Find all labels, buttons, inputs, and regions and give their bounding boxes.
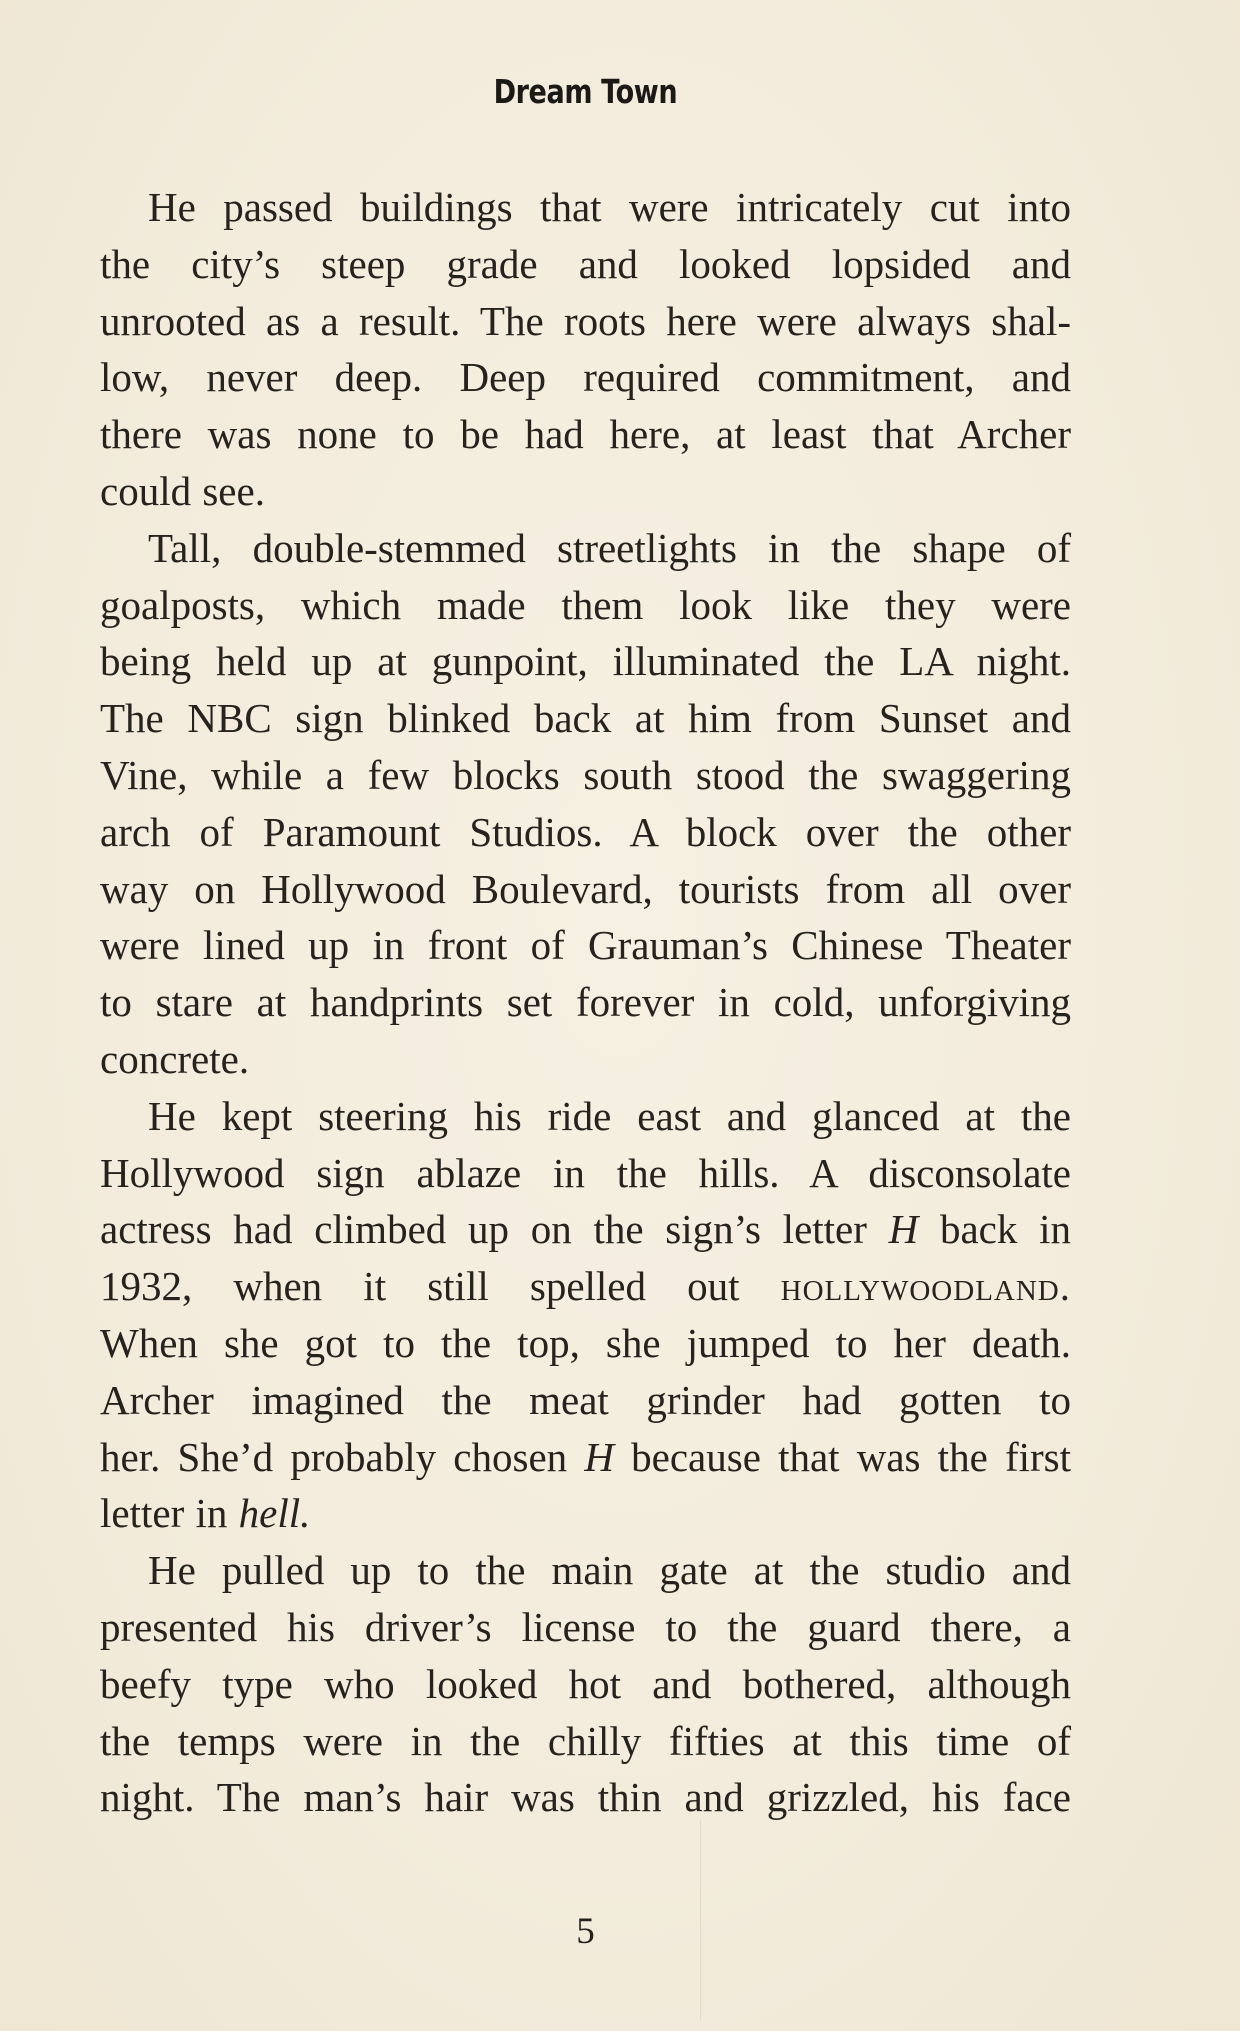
text-line: to stare at handprints set forever in cold, unforgiving [100,979,1071,1026]
text-line: way on Hollywood Boulevard, tourists from all over [100,865,1071,912]
text-line: night. The man’s hair was thin and grizzled, his face [100,1774,1071,1821]
text-line: unrooted as a result. The roots here were always shal- [100,297,1071,344]
text-run: 1932, when it still spelled out [100,1263,781,1310]
text-run: actress had climbed up on the sign’s letter [100,1206,889,1253]
paragraph-4 [100,1542,1071,1826]
text-line: Tall, double-stemmed streetlights in the shape of [148,524,1071,571]
italic-letter: H [584,1433,614,1480]
text-line: beefy type who looked hot and bothered, although [100,1660,1071,1707]
text-line: He pulled up to the main gate at the studio and [148,1547,1071,1594]
text-line: concrete. [100,1035,250,1082]
text-run: back in [918,1206,1071,1253]
text-line: presented his driver’s license to the guard there, a [100,1603,1071,1650]
italic-word: hell. [238,1490,311,1537]
text-line: could see. [100,467,265,514]
page-number: 5 [576,1911,595,1952]
text-run: because that was the first [613,1433,1072,1480]
text-line: He passed buildings that were intricately cut into [148,184,1071,230]
text-line: the city’s steep grade and looked lopsided and [100,240,1071,287]
text-line [100,1258,1071,1315]
paragraph-1 [100,179,1071,520]
text-line [100,1201,1071,1258]
text-line: goalposts, which made them look like they were [100,581,1071,628]
text-run: her. She’d probably chosen [100,1433,585,1480]
small-caps-word: hollywoodland. [780,1263,1071,1310]
text-line: arch of Paramount Studios. A block over the other [100,808,1071,855]
text-line: low, never deep. Deep required commitment, and [100,354,1071,401]
text-line [100,1485,1071,1542]
text-line: Archer imagined the meat grinder had gotten to [100,1376,1071,1423]
body-text [100,179,1071,1826]
text-line: Hollywood sign ablaze in the hills. A disconsolate [100,1149,1071,1196]
text-line: Vine, while a few blocks south stood the swaggering [100,751,1071,798]
text-line: the temps were in the chilly fifties at this time of [100,1717,1071,1764]
paragraph-2 [100,520,1071,1088]
text-line: He kept steering his ride east and glanced at the [148,1092,1071,1139]
text-line [100,1429,1071,1486]
text-line: being held up at gunpoint, illuminated the LA night. [100,638,1071,685]
text-run: letter in [100,1490,239,1537]
paragraph-3 [100,1088,1071,1542]
text-line: When she got to the top, she jumped to her death. [100,1319,1071,1366]
text-line: The NBC sign blinked back at him from Sunset and [100,695,1071,742]
running-head: Dream Town [493,72,678,111]
text-line: were lined up in front of Grauman’s Chinese Theater [100,922,1071,969]
text-line: there was none to be had here, at least that Archer [100,411,1071,458]
italic-letter: H [888,1206,919,1253]
